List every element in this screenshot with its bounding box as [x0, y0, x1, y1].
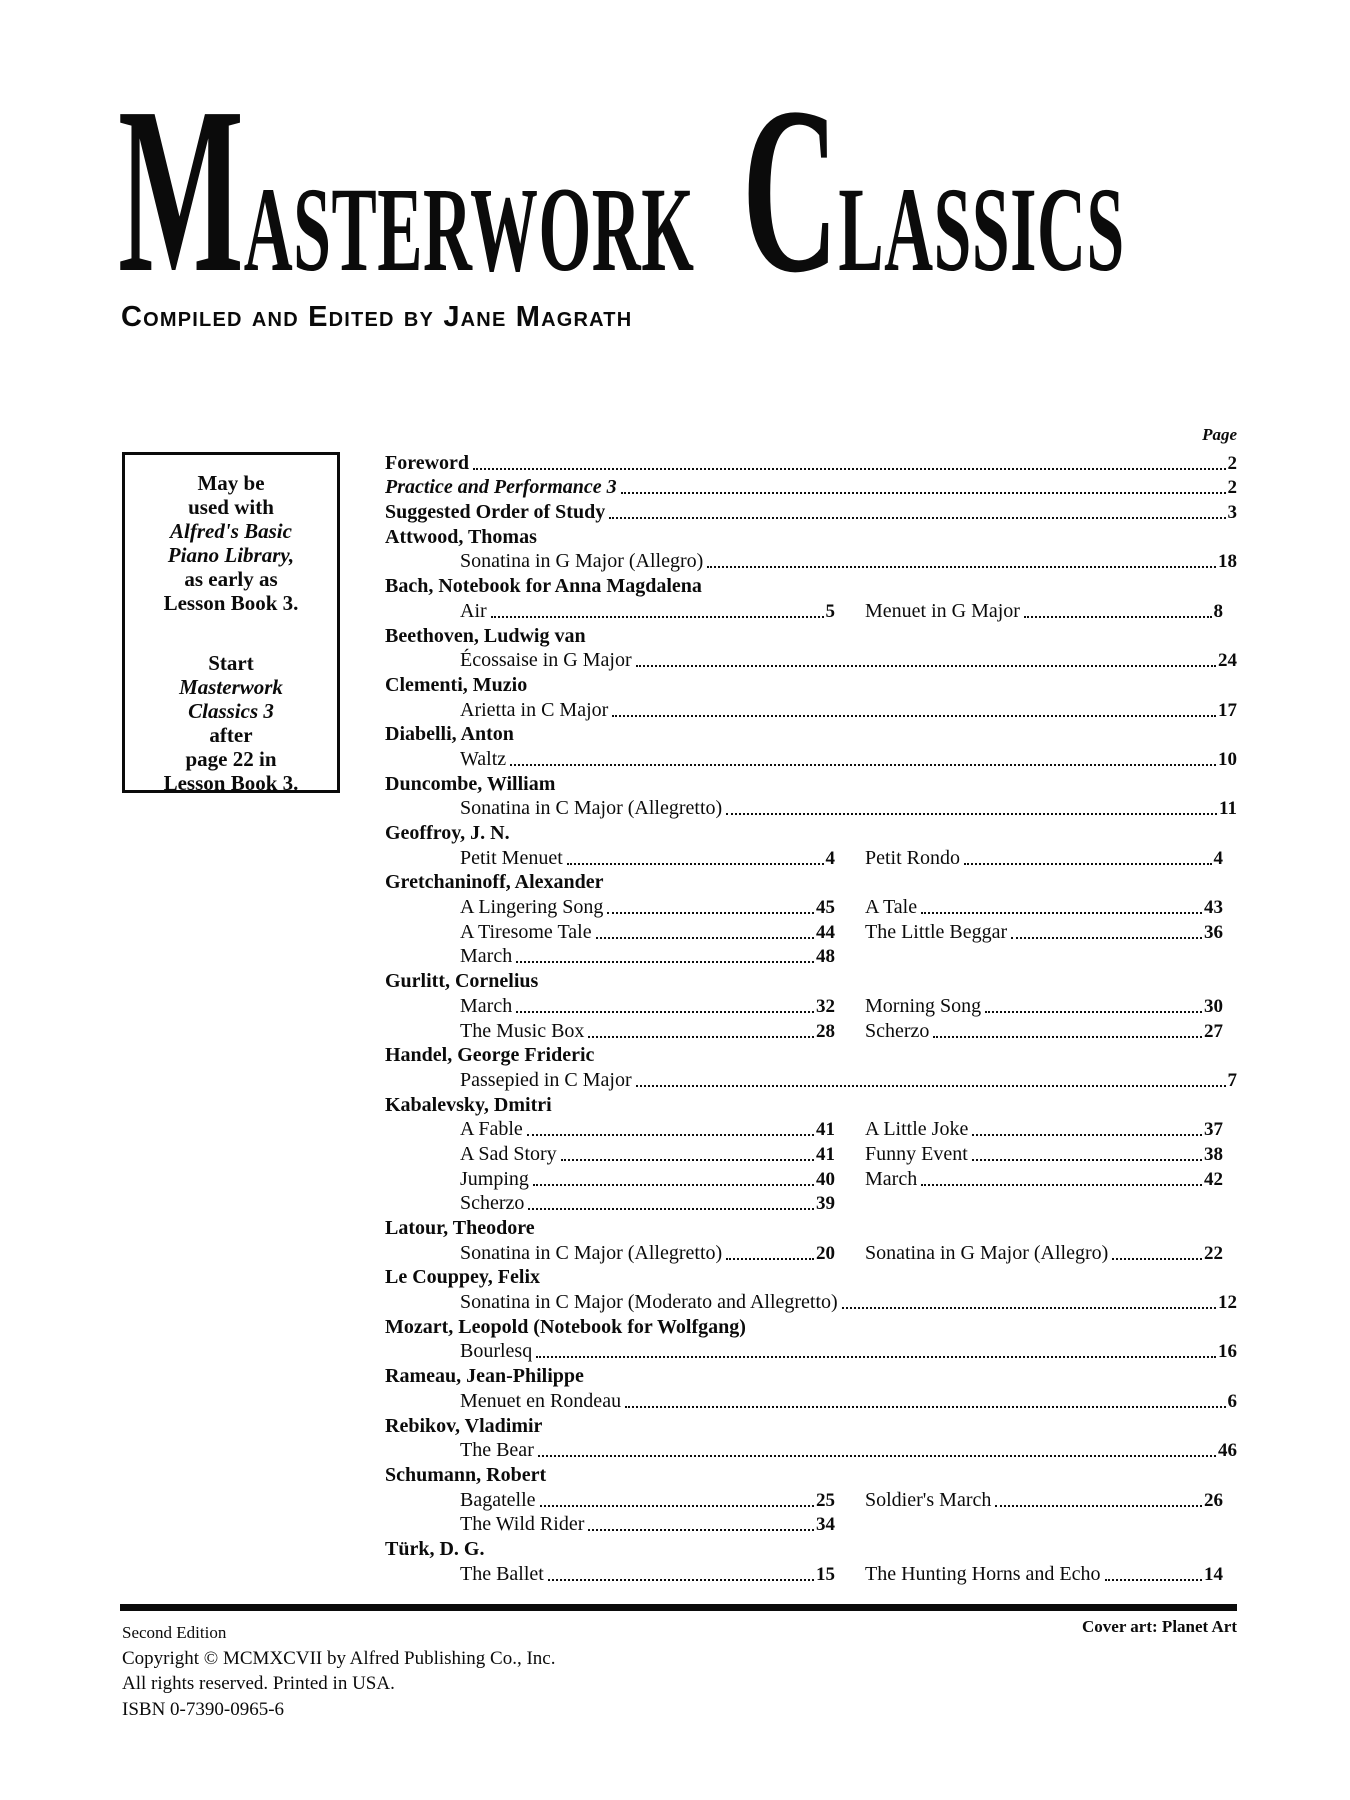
toc-row	[385, 894, 1237, 919]
toc-page-number: 28	[816, 1020, 835, 1042]
toc-row	[385, 820, 1237, 845]
toc-composer-label: Bach, Notebook for Anna Magdalena	[385, 575, 702, 598]
toc-piece-title: Soldier's March	[865, 1488, 992, 1511]
toc-entry-label: Practice and Performance 3	[385, 476, 617, 499]
toc-entry-label: Suggested Order of Study	[385, 501, 606, 524]
dot-leader	[527, 1134, 814, 1136]
toc-pair-left	[460, 847, 835, 870]
toc-row	[385, 1141, 1237, 1166]
toc-composer-label: Mozart, Leopold (Notebook for Wolfgang)	[385, 1315, 746, 1338]
toc-composer-label: Rameau, Jean-Philippe	[385, 1365, 584, 1388]
dot-leader	[548, 1579, 814, 1581]
toc-page-number: 2	[1227, 477, 1237, 499]
toc-composer-label: Duncombe, William	[385, 772, 556, 795]
toc-row	[385, 1067, 1237, 1092]
note-line: Alfred's Basic	[170, 519, 292, 543]
toc-page-number: 32	[816, 995, 835, 1017]
toc-piece-title: A Lingering Song	[460, 896, 604, 919]
toc-piece-title: A Tale	[865, 896, 918, 919]
toc-piece-title: Écossaise in G Major	[460, 649, 632, 672]
toc-row	[385, 1462, 1237, 1487]
dot-leader	[561, 1159, 814, 1161]
note-line: Piano Library,	[167, 543, 295, 567]
toc-pair-right	[865, 847, 1237, 870]
toc-page-number: 2	[1227, 452, 1237, 474]
dot-leader	[588, 1529, 814, 1531]
dot-leader	[1112, 1258, 1202, 1260]
toc-page-number: 7	[1227, 1069, 1237, 1091]
toc-page-number: 8	[1213, 600, 1223, 622]
toc-row	[385, 993, 1237, 1018]
toc-page-number: 27	[1204, 1020, 1223, 1042]
toc-composer-label: Beethoven, Ludwig van	[385, 624, 586, 647]
dot-leader	[516, 1011, 814, 1013]
toc-row	[385, 450, 1237, 475]
toc-piece-title: Sonatina in C Major (Allegretto)	[460, 1241, 723, 1264]
toc-row	[385, 1363, 1237, 1388]
toc-row	[385, 1166, 1237, 1191]
toc-page-number: 15	[816, 1563, 835, 1585]
toc-pair-right	[865, 1020, 1237, 1043]
toc-row	[385, 475, 1237, 500]
toc-pair-left	[460, 1242, 835, 1265]
toc-row	[385, 549, 1237, 574]
edition-line: Second Edition	[122, 1623, 227, 1642]
toc-piece-title: Bagatelle	[460, 1488, 536, 1511]
toc-pair-left	[460, 896, 835, 919]
dot-leader	[528, 1208, 814, 1210]
toc-piece-title: The Ballet	[460, 1562, 544, 1585]
note-paragraph-gap	[125, 615, 337, 651]
note-paragraph	[125, 471, 337, 615]
toc-composer-label: Gurlitt, Cornelius	[385, 970, 539, 993]
toc-page-number: 34	[816, 1514, 835, 1536]
toc-piece-title: Morning Song	[865, 994, 982, 1017]
toc-row	[385, 598, 1237, 623]
toc-pair-left	[460, 600, 835, 623]
toc-pair-right	[865, 1118, 1237, 1141]
toc-pair-right	[865, 1489, 1237, 1512]
note-line: after	[209, 723, 253, 747]
toc-pair-right	[865, 921, 1237, 944]
toc-page-number: 48	[816, 946, 835, 968]
toc-piece-title: Menuet in G Major	[865, 599, 1020, 622]
toc-piece-title: Menuet en Rondeau	[460, 1389, 622, 1412]
dot-leader	[972, 1134, 1202, 1136]
toc-page-number: 14	[1204, 1563, 1223, 1585]
toc-row	[385, 1339, 1237, 1364]
toc-pair-left	[460, 945, 835, 968]
toc-row	[385, 672, 1237, 697]
toc-piece-title: Jumping	[460, 1167, 529, 1190]
toc-piece-title: A Sad Story	[460, 1142, 557, 1165]
toc-piece-title: Scherzo	[865, 1019, 930, 1042]
toc-page-number: 30	[1204, 995, 1223, 1017]
note-line: Classics 3	[188, 699, 274, 723]
dot-leader	[536, 1356, 1216, 1358]
copyright-line: Copyright © MCMXCVII by Alfred Publishing Co., Inc.	[122, 1647, 556, 1669]
dot-leader	[995, 1505, 1202, 1507]
dot-leader	[842, 1307, 1216, 1309]
dot-leader	[636, 1085, 1226, 1087]
toc-row	[385, 1215, 1237, 1240]
toc-page-number: 43	[1204, 897, 1223, 919]
toc-page-number: 4	[825, 847, 835, 869]
toc-piece-title: March	[865, 1167, 918, 1190]
toc-row	[385, 1561, 1237, 1586]
toc-pair-right	[865, 1242, 1237, 1265]
toc-page-number: 41	[816, 1119, 835, 1141]
toc-piece-title: The Wild Rider	[460, 1513, 585, 1536]
toc-page-number: 26	[1204, 1489, 1223, 1511]
toc-row	[385, 499, 1237, 524]
usage-note-box	[122, 452, 340, 793]
toc-piece-title: March	[460, 994, 513, 1017]
dot-leader	[921, 1184, 1202, 1186]
toc-pair-left	[460, 1168, 835, 1191]
toc-composer-label: Gretchaninoff, Alexander	[385, 871, 604, 894]
note-line: used with	[188, 495, 274, 519]
toc-pair-left	[460, 1192, 835, 1215]
toc-row	[385, 746, 1237, 771]
dot-leader	[540, 1505, 814, 1507]
toc-page-number: 3	[1227, 502, 1237, 524]
toc-pair-right	[865, 1168, 1237, 1191]
toc-row	[385, 1512, 1237, 1537]
toc-page-number: 5	[825, 600, 835, 622]
toc-row	[385, 1413, 1237, 1438]
table-of-contents	[385, 420, 1237, 1586]
title-initial-c: C	[742, 59, 839, 322]
toc-page-number: 25	[816, 1489, 835, 1511]
toc-pair-left	[460, 1563, 835, 1586]
toc-page-number: 4	[1213, 847, 1223, 869]
toc-pair-left	[460, 1489, 835, 1512]
toc-row	[385, 722, 1237, 747]
dot-leader	[567, 863, 824, 865]
toc-row	[385, 1314, 1237, 1339]
toc-composer-label: Geoffroy, J. N.	[385, 822, 510, 844]
dot-leader	[533, 1184, 814, 1186]
toc-composer-label: Latour, Theodore	[385, 1217, 535, 1239]
toc-page-number: 18	[1218, 551, 1237, 573]
toc-page-number: 17	[1218, 699, 1237, 721]
dot-leader	[933, 1036, 1202, 1038]
toc-row	[385, 1487, 1237, 1512]
toc-page-number: 41	[816, 1143, 835, 1165]
byline: Compiled and Edited by Jane Magrath	[121, 301, 633, 333]
toc-row	[385, 870, 1237, 895]
toc-row	[385, 1092, 1237, 1117]
toc-row	[385, 1388, 1237, 1413]
toc-page-number: 42	[1204, 1168, 1223, 1190]
title-rest-asterwork: ASTERWORK	[243, 163, 695, 297]
dot-leader	[588, 1036, 814, 1038]
note-line: Masterwork	[179, 675, 283, 699]
toc-page-number: 37	[1204, 1119, 1223, 1141]
toc-row	[385, 1018, 1237, 1043]
toc-page-number: 6	[1227, 1390, 1237, 1412]
toc-piece-title: Petit Menuet	[460, 846, 563, 869]
toc-row	[385, 796, 1237, 821]
toc-row	[385, 1117, 1237, 1142]
dot-leader	[921, 912, 1202, 914]
note-paragraph	[125, 651, 337, 795]
toc-page-number: 16	[1218, 1341, 1237, 1363]
toc-composer-label: Clementi, Muzio	[385, 673, 528, 696]
toc-pair-left	[460, 1143, 835, 1166]
toc-pair-left	[460, 995, 835, 1018]
toc-pair-right	[865, 1563, 1237, 1586]
toc-page-number: 11	[1219, 798, 1237, 820]
dot-leader	[491, 616, 824, 618]
dot-leader	[985, 1011, 1202, 1013]
toc-row	[385, 944, 1237, 969]
title-initial-m: M	[118, 59, 244, 322]
dot-leader	[707, 566, 1216, 568]
dot-leader	[473, 468, 1225, 470]
toc-row	[385, 1240, 1237, 1265]
toc-row	[385, 1265, 1237, 1290]
toc-piece-title: Passepied in C Major	[460, 1068, 632, 1091]
dot-leader	[607, 912, 814, 914]
dot-leader	[1011, 937, 1202, 939]
book-title	[118, 59, 1350, 322]
toc-piece-title: Sonatina in G Major (Allegro)	[865, 1241, 1109, 1264]
toc-page-number: 22	[1204, 1242, 1223, 1264]
toc-piece-title: The Hunting Horns and Echo	[865, 1562, 1101, 1585]
toc-row	[385, 524, 1237, 549]
toc-piece-title: Petit Rondo	[865, 846, 961, 869]
toc-pair-left	[460, 921, 835, 944]
dot-leader	[972, 1159, 1202, 1161]
toc-composer-label: Handel, George Frideric	[385, 1044, 595, 1067]
toc-pair-right	[865, 600, 1237, 623]
toc-piece-title: The Little Beggar	[865, 920, 1008, 943]
dot-leader	[621, 492, 1226, 494]
note-line: May be	[197, 471, 265, 495]
footer-rule	[120, 1604, 1237, 1611]
dot-leader	[636, 665, 1216, 667]
toc-piece-title: Sonatina in C Major (Moderato and Allegretto)	[460, 1291, 838, 1314]
toc-piece-title: The Bear	[460, 1439, 534, 1462]
toc-piece-title: Scherzo	[460, 1192, 525, 1215]
toc-pair-right	[865, 1143, 1237, 1166]
toc-rows	[385, 450, 1237, 1586]
toc-composer-label: Le Couppey, Felix	[385, 1266, 541, 1289]
dot-leader	[625, 1406, 1225, 1408]
toc-page-number: 44	[816, 921, 835, 943]
toc-row	[385, 623, 1237, 648]
toc-piece-title: The Music Box	[460, 1019, 585, 1042]
toc-pair-left	[460, 1118, 835, 1141]
toc-composer-label: Attwood, Thomas	[385, 525, 537, 548]
toc-composer-label: Schumann, Robert	[385, 1463, 547, 1486]
dot-leader	[510, 764, 1216, 766]
dot-leader	[538, 1455, 1216, 1457]
toc-row	[385, 1289, 1237, 1314]
toc-composer-label: Diabelli, Anton	[385, 723, 514, 746]
toc-pair-left	[460, 1513, 835, 1536]
toc-page-number: 39	[816, 1193, 835, 1215]
toc-piece-title: A Tiresome Tale	[460, 920, 592, 943]
toc-row	[385, 1191, 1237, 1216]
dot-leader	[726, 813, 1217, 815]
dot-leader	[612, 715, 1216, 717]
toc-row	[385, 648, 1237, 673]
toc-composer-label: Rebikov, Vladimir	[385, 1414, 543, 1437]
toc-pair-right	[865, 896, 1237, 919]
toc-page-number: 10	[1218, 748, 1237, 770]
toc-pair-left	[460, 1020, 835, 1043]
note-line: as early as	[184, 567, 278, 591]
toc-entry-label: Foreword	[385, 451, 470, 474]
isbn-line: ISBN 0-7390-0965-6	[122, 1698, 285, 1720]
toc-piece-title: Sonatina in G Major (Allegro)	[460, 550, 704, 573]
footer-imprint	[122, 1620, 556, 1722]
toc-row	[385, 573, 1237, 598]
toc-piece-title: Arietta in C Major	[460, 698, 609, 721]
toc-piece-title: Sonatina in C Major (Allegretto)	[460, 797, 723, 820]
rights-line: All rights reserved. Printed in USA.	[122, 1673, 395, 1694]
toc-row	[385, 1536, 1237, 1561]
note-line: Start	[208, 651, 254, 675]
toc-page-number: 12	[1218, 1292, 1237, 1314]
title-rest-lassics: LASSICS	[838, 163, 1125, 297]
toc-row	[385, 697, 1237, 722]
dot-leader	[516, 961, 814, 963]
note-line: Lesson Book 3.	[163, 591, 299, 615]
title-word-classics	[742, 59, 1125, 322]
toc-row	[385, 968, 1237, 993]
toc-piece-title: A Fable	[460, 1118, 523, 1141]
toc-page-number: 20	[816, 1242, 835, 1264]
toc-piece-title: Bourlesq	[460, 1340, 533, 1363]
toc-row	[385, 771, 1237, 796]
toc-pair-right	[865, 995, 1237, 1018]
toc-row	[385, 919, 1237, 944]
cover-art-credit: Cover art: Planet Art	[1082, 1617, 1237, 1636]
toc-piece-title: March	[460, 945, 513, 968]
toc-page-number: 24	[1218, 650, 1237, 672]
note-line: page 22 in	[185, 747, 277, 771]
toc-page-number: 45	[816, 897, 835, 919]
toc-piece-title: Waltz	[460, 747, 507, 770]
dot-leader	[596, 937, 814, 939]
toc-row	[385, 1438, 1237, 1463]
toc-page-number: 46	[1218, 1440, 1237, 1462]
toc-composer-label: Türk, D. G.	[385, 1537, 485, 1560]
dot-leader	[964, 863, 1211, 865]
toc-page-number: 40	[816, 1168, 835, 1190]
toc-piece-title: A Little Joke	[865, 1118, 969, 1141]
toc-piece-title: Air	[460, 599, 487, 622]
toc-page-number: 38	[1204, 1143, 1223, 1165]
note-line: Lesson Book 3.	[163, 771, 299, 795]
dot-leader	[609, 517, 1225, 519]
toc-piece-title: Funny Event	[865, 1142, 968, 1165]
toc-composer-label: Kabalevsky, Dmitri	[385, 1093, 552, 1116]
toc-page-number: 36	[1204, 921, 1223, 943]
dot-leader	[1024, 616, 1212, 618]
toc-row	[385, 845, 1237, 870]
dot-leader	[726, 1258, 814, 1260]
toc-row	[385, 1043, 1237, 1068]
dot-leader	[1105, 1579, 1202, 1581]
page-column-label: Page	[1202, 425, 1237, 444]
